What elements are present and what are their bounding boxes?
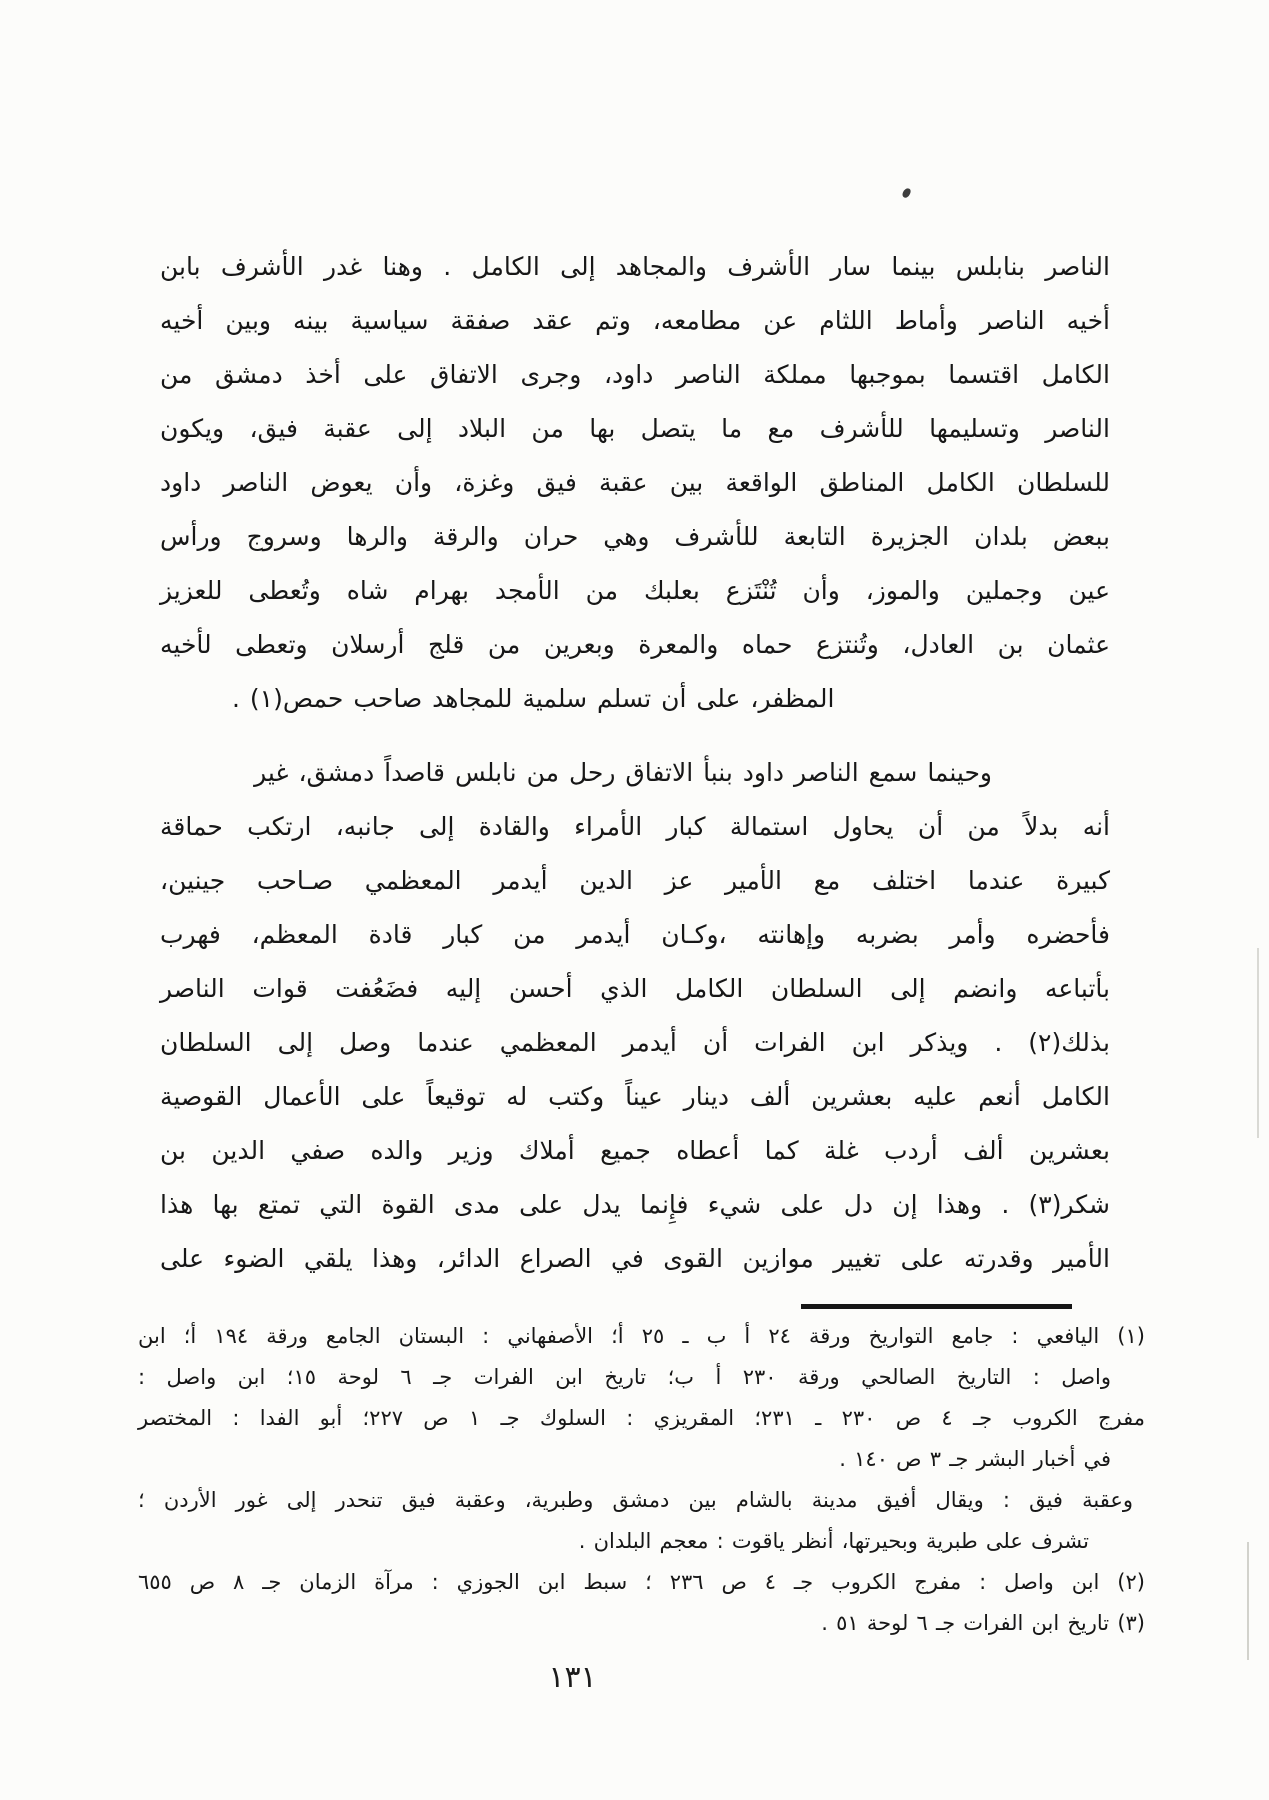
footnote-line: واصل : التاريخ الصالحي ورقة ٢٣٠ أ ب؛ تاريخ ابن الفرات جـ ٦ لوحة ١٥؛ ابن واصل : [138,1365,1112,1389]
footnote-separator [801,1304,1072,1309]
scan-speck [901,187,911,199]
text-line: بأتباعه وانضم إلى السلطان الكامل الذي أحسن إليه فضَعُفت قوات الناصر [160,974,1110,1003]
footnote-line: تشرف على طبرية وبحيرتها، أنظر ياقوت : معجم البلدان . [578,1529,1089,1553]
text-line: فأحضره وأمر بضربه وإهانته ،وكـان أيدمر من كبار قادة المعظم، فهرب [160,920,1110,949]
page-number: ١٣١ [548,1660,597,1695]
text-line: عين وجملين والموز، وأن تُنْتَزع بعلبك من الأمجد بهرام شاه وتُعطى للعزيز [160,576,1110,605]
text-line: بذلك(٢) . ويذكر ابن الفرات أن أيدمر المعظمي عندما وصل إلى السلطان [160,1028,1110,1057]
text-line: الكامل اقتسما بموجبها مملكة الناصر داود، وجرى الاتفاق على أخذ دمشق من [160,360,1110,389]
text-line: الكامل أنعم عليه بعشرين ألف دينار عيناً وكتب له توقيعاً على الأعمال القوصية [160,1082,1110,1111]
paragraph-1 [160,240,1110,726]
text-line: ببعض بلدان الجزيرة التابعة للأشرف وهي حران والرقة والرها وسروج ورأس [160,522,1110,551]
scan-edge-artifact [1257,948,1259,1138]
text-line: كبيرة عندما اختلف مع الأمير عز الدين أيدمر المعظمي صـاحب جينين، [160,866,1110,895]
text-line: الناصر وتسليمها للأشرف مع ما يتصل بها من البلاد إلى عقبة فيق، ويكون [160,414,1110,443]
footnote-line: وعقبة فيق : ويقال أفيق مدينة بالشام بين دمشق وطبرية، وعقبة فيق تنحدر إلى غور الأردن ؛ [138,1488,1133,1512]
text-line: أنه بدلاً من أن يحاول استمالة كبار الأمراء والقادة إلى جانبه، ارتكب حماقة [160,812,1110,841]
text-line: المظفر، على أن تسلم سلمية للمجاهد صاحب حمص(١) . [232,684,835,713]
text-line: عثمان بن العادل، وتُنتزع حماه والمعرة وبعرين من قلج أرسلان وتعطى لأخيه [160,630,1110,659]
scan-edge-artifact [1247,1542,1249,1660]
footnote-line: (١) اليافعي : جامع التواريخ ورقة ٢٤ أ ب ـ ٢٥ أ؛ الأصفهاني : البستان الجامع ورقة ١٩٤ أ؛ ابن [138,1324,1145,1348]
text-line: وحينما سمع الناصر داود بنبأ الاتفاق رحل من نابلس قاصداً دمشق، غير [254,758,992,787]
text-line: الناصر بنابلس بينما سار الأشرف والمجاهد إلى الكامل . وهنا غدر الأشرف بابن [160,252,1110,281]
text-line: أخيه الناصر وأماط اللثام عن مطامعه، وتم عقد صفقة سياسية بينه وبين أخيه [160,306,1110,335]
footnote-line: مفرج الكروب جـ ٤ ص ٢٣٠ ـ ٢٣١؛ المقريزي : السلوك جـ ١ ص ٢٢٧؛ أبو الفدا : المختصر [138,1406,1145,1430]
text-line: بعشرين ألف أردب غلة كما أعطاه جميع أملاك وزير والده صفي الدين بن [160,1136,1110,1165]
footnote-line: في أخبار البشر جـ ٣ ص ١٤٠ . [839,1447,1111,1471]
text-line: الأمير وقدرته على تغيير موازين القوى في الصراع الدائر، وهذا يلقي الضوء على [160,1244,1110,1273]
paragraph-2 [160,746,1110,1286]
footnotes-block [138,1316,1145,1644]
text-line: شكر(٣) . وهذا إن دل على شيء فإِنما يدل على مدى القوة التي تمتع بها هذا [160,1190,1110,1219]
footnote-line: (٣) تاريخ ابن الفرات جـ ٦ لوحة ٥١ . [821,1611,1145,1635]
text-line: للسلطان الكامل المناطق الواقعة بين عقبة فيق وغزة، وأن يعوض الناصر داود [160,468,1110,497]
footnote-line: (٢) ابن واصل : مفرج الكروب جـ ٤ ص ٢٣٦ ؛ سبط ابن الجوزي : مرآة الزمان جـ ٨ ص ٦٥٥ [138,1570,1145,1594]
